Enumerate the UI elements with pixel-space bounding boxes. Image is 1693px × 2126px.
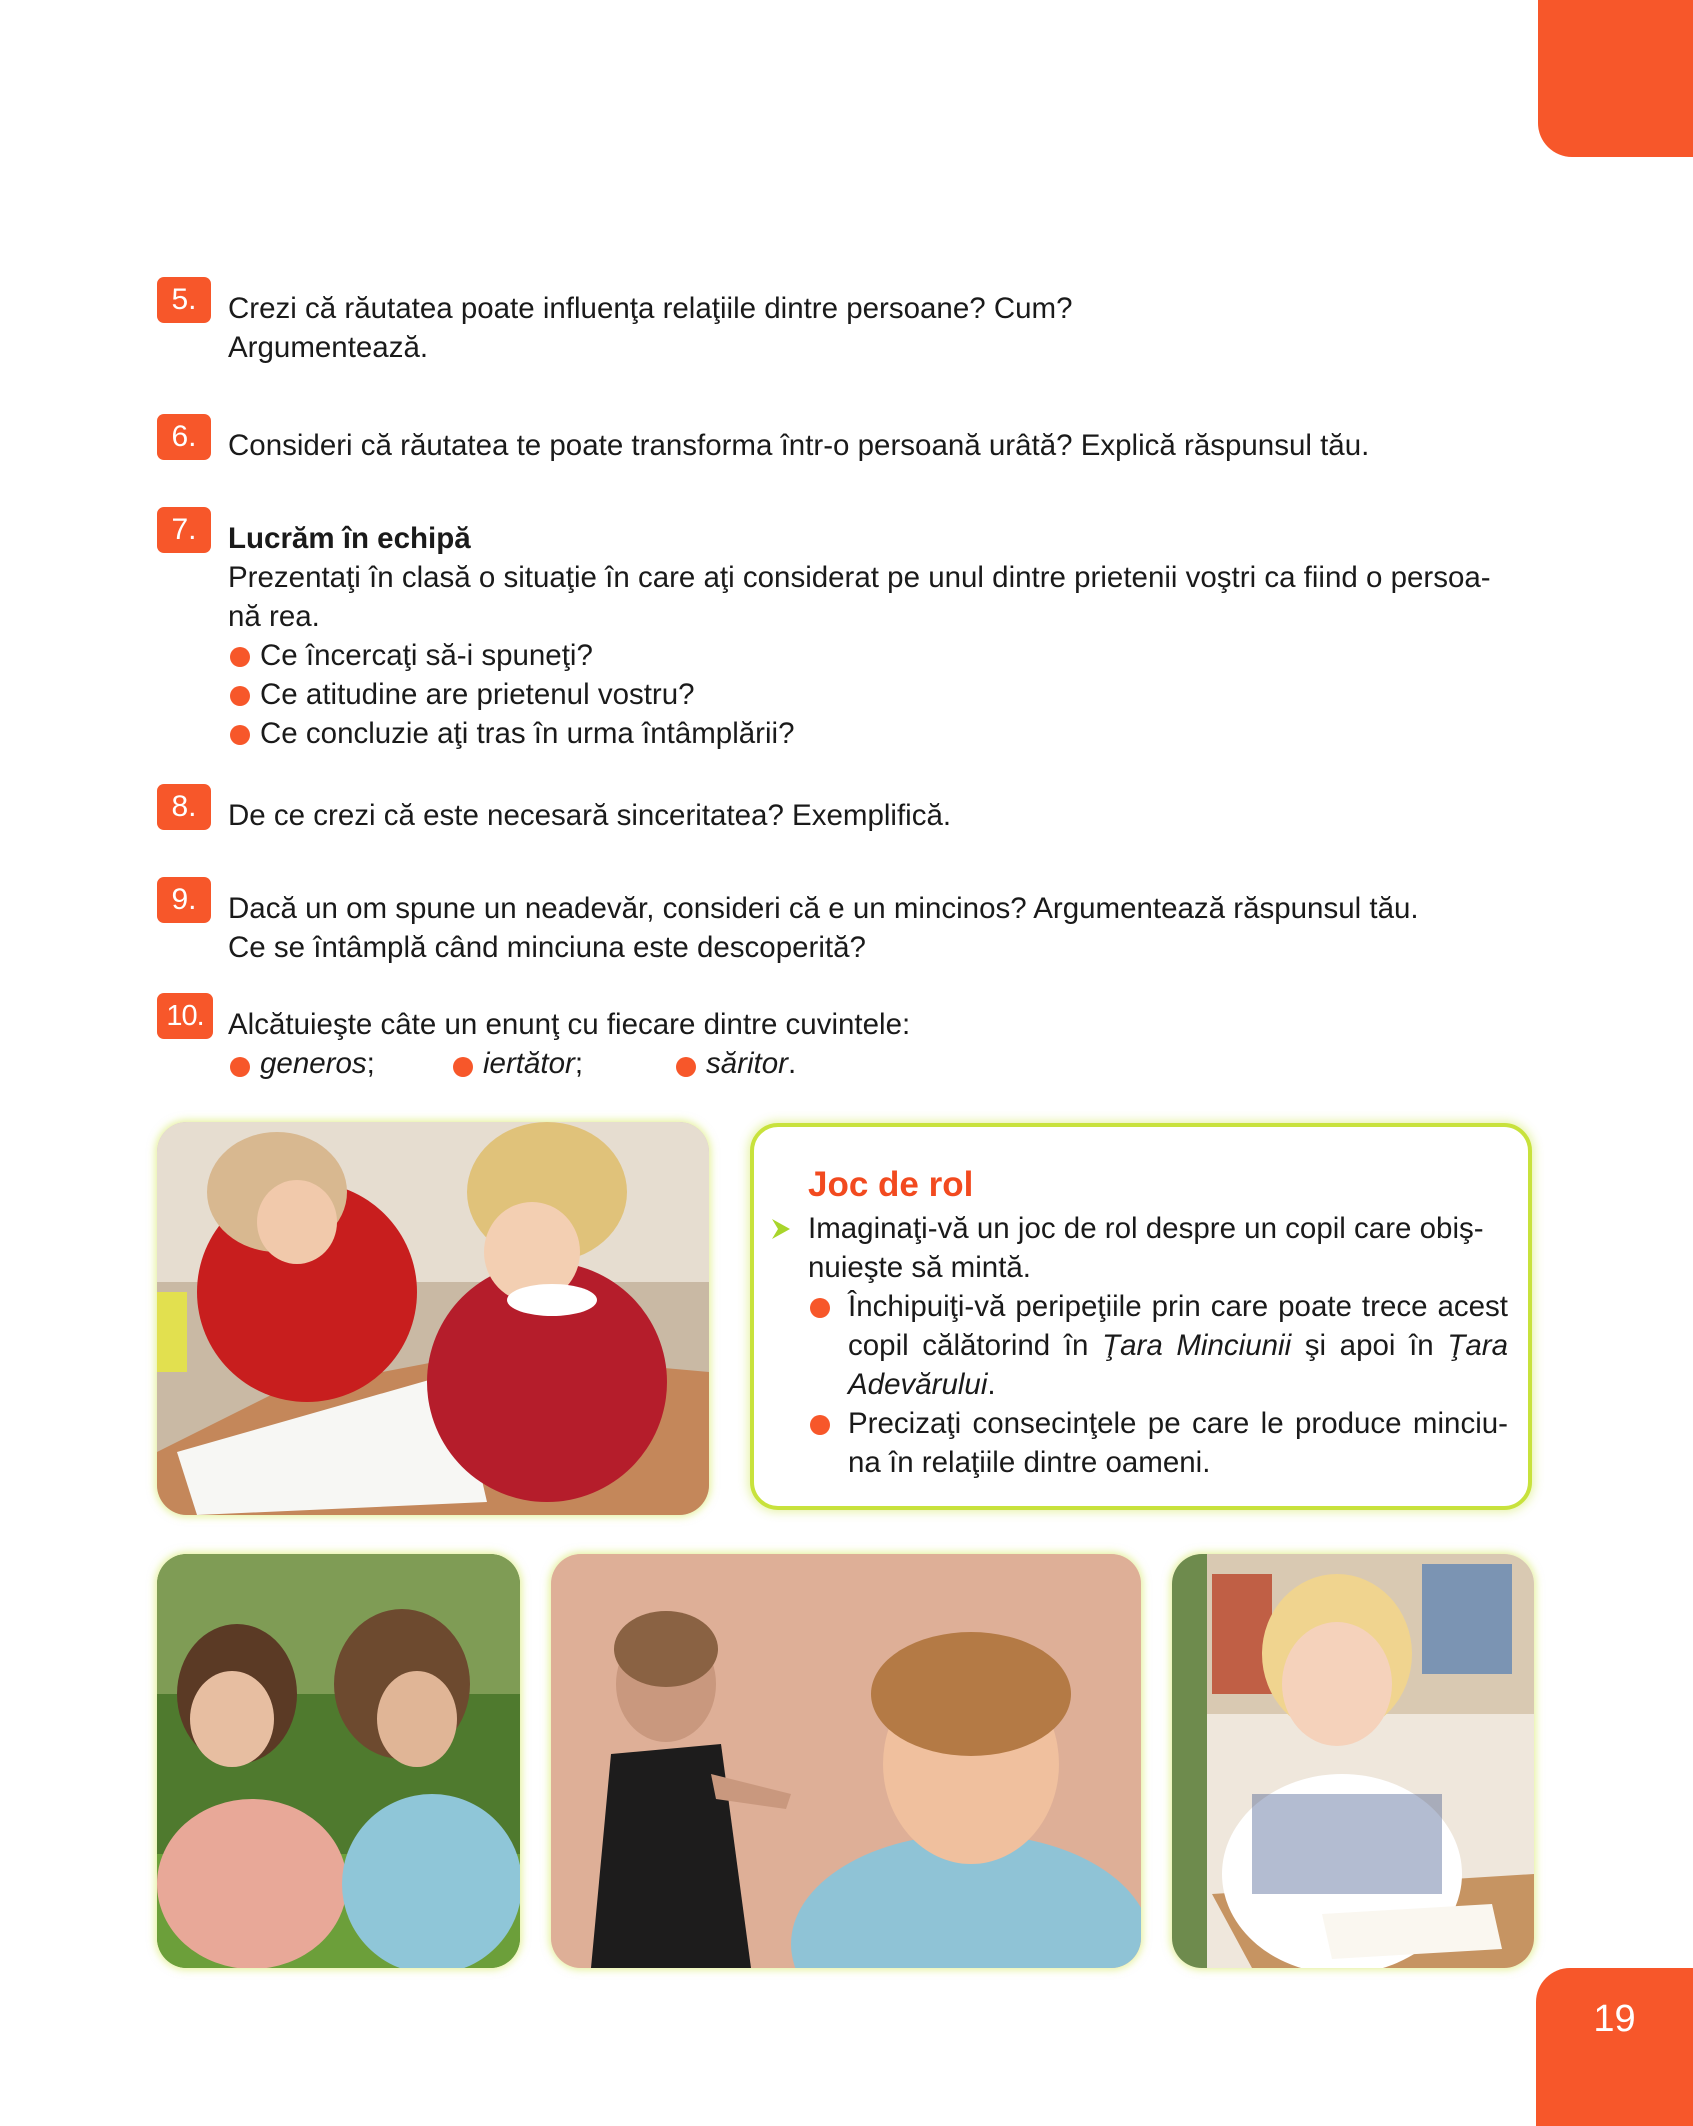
question-heading: Lucrăm în echipă [228,522,471,555]
question-number: 7. [157,507,211,553]
question-number: 8. [157,784,211,830]
list-item: Ce atitudine are prietenul vostru? [228,675,1548,714]
orange-dot-icon [230,647,250,667]
word-item: iertător; [451,1044,674,1083]
orange-dot-icon [810,1298,830,1318]
corner-tab-top [1538,0,1693,157]
question-number: 6. [157,414,211,460]
question-text: nă rea. [228,600,320,633]
photo-children-writing [157,1122,709,1515]
question-number: 5. [157,277,211,323]
role-play-intro: Imaginaţi-vă un joc de rol despre un copil care obiş-nuieşte să mintă. [808,1212,1484,1284]
orange-dot-icon [676,1057,696,1077]
photo-girl-smiling [1172,1554,1534,1968]
question-text: Argumentează. [228,331,429,364]
role-play-box [750,1123,1532,1510]
word-item: generos; [228,1044,451,1083]
list-item: Ce încercaţi să-i spuneţi? [228,636,1548,675]
photo-girls-back-to-back [157,1554,520,1968]
page-number: 19 [1593,1998,1636,2040]
orange-dot-icon [230,1057,250,1077]
question-text: Dacă un om spune un neadevăr, consideri că e un mincinos? Argumentează răspunsul tău. [228,892,1419,925]
question-text: Alcătuieşte câte un enunţ cu fiecare dintre cuvintele: [228,1008,911,1041]
orange-dot-icon [453,1057,473,1077]
green-arrow-icon [770,1217,792,1241]
question-text: De ce crezi că este necesară sinceritatea? Exemplifică. [228,799,952,832]
orange-dot-icon [230,686,250,706]
word-item: săritor. [674,1044,796,1083]
question-number: 9. [157,877,211,923]
role-play-title: Joc de rol [808,1165,974,1204]
question-text: Crezi că răutatea poate influenţa relaţiile dintre persoane? Cum? [228,292,1073,325]
list-item: Ce concluzie aţi tras în urma întâmplării? [228,714,1548,753]
list-item: Închipuiţi-vă peripeţiile prin care poate trece acest copil călătorind în Ţara Minciunii şi apoi în Ţara Adevărului. [810,1287,1508,1404]
question-text: Prezentaţi în clasă o situaţie în care aţi considerat pe unul dintre prietenii voştri ca fiind o persoa- [228,561,1491,594]
orange-dot-icon [810,1415,830,1435]
orange-dot-icon [230,725,250,745]
question-number: 10. [157,993,213,1039]
question-text: Ce se întâmplă când minciuna este descoperită? [228,931,866,964]
word-list [228,1044,1548,1083]
corner-tab-bottom [1536,1968,1693,2126]
photo-boy-teased [551,1554,1141,1968]
list-item: Precizaţi consecinţele pe care le produce minciu-na în relaţiile dintre oameni. [810,1404,1508,1482]
question-text: Consideri că răutatea te poate transforma într-o persoană urâtă? Explică răspunsul tău. [228,429,1370,462]
